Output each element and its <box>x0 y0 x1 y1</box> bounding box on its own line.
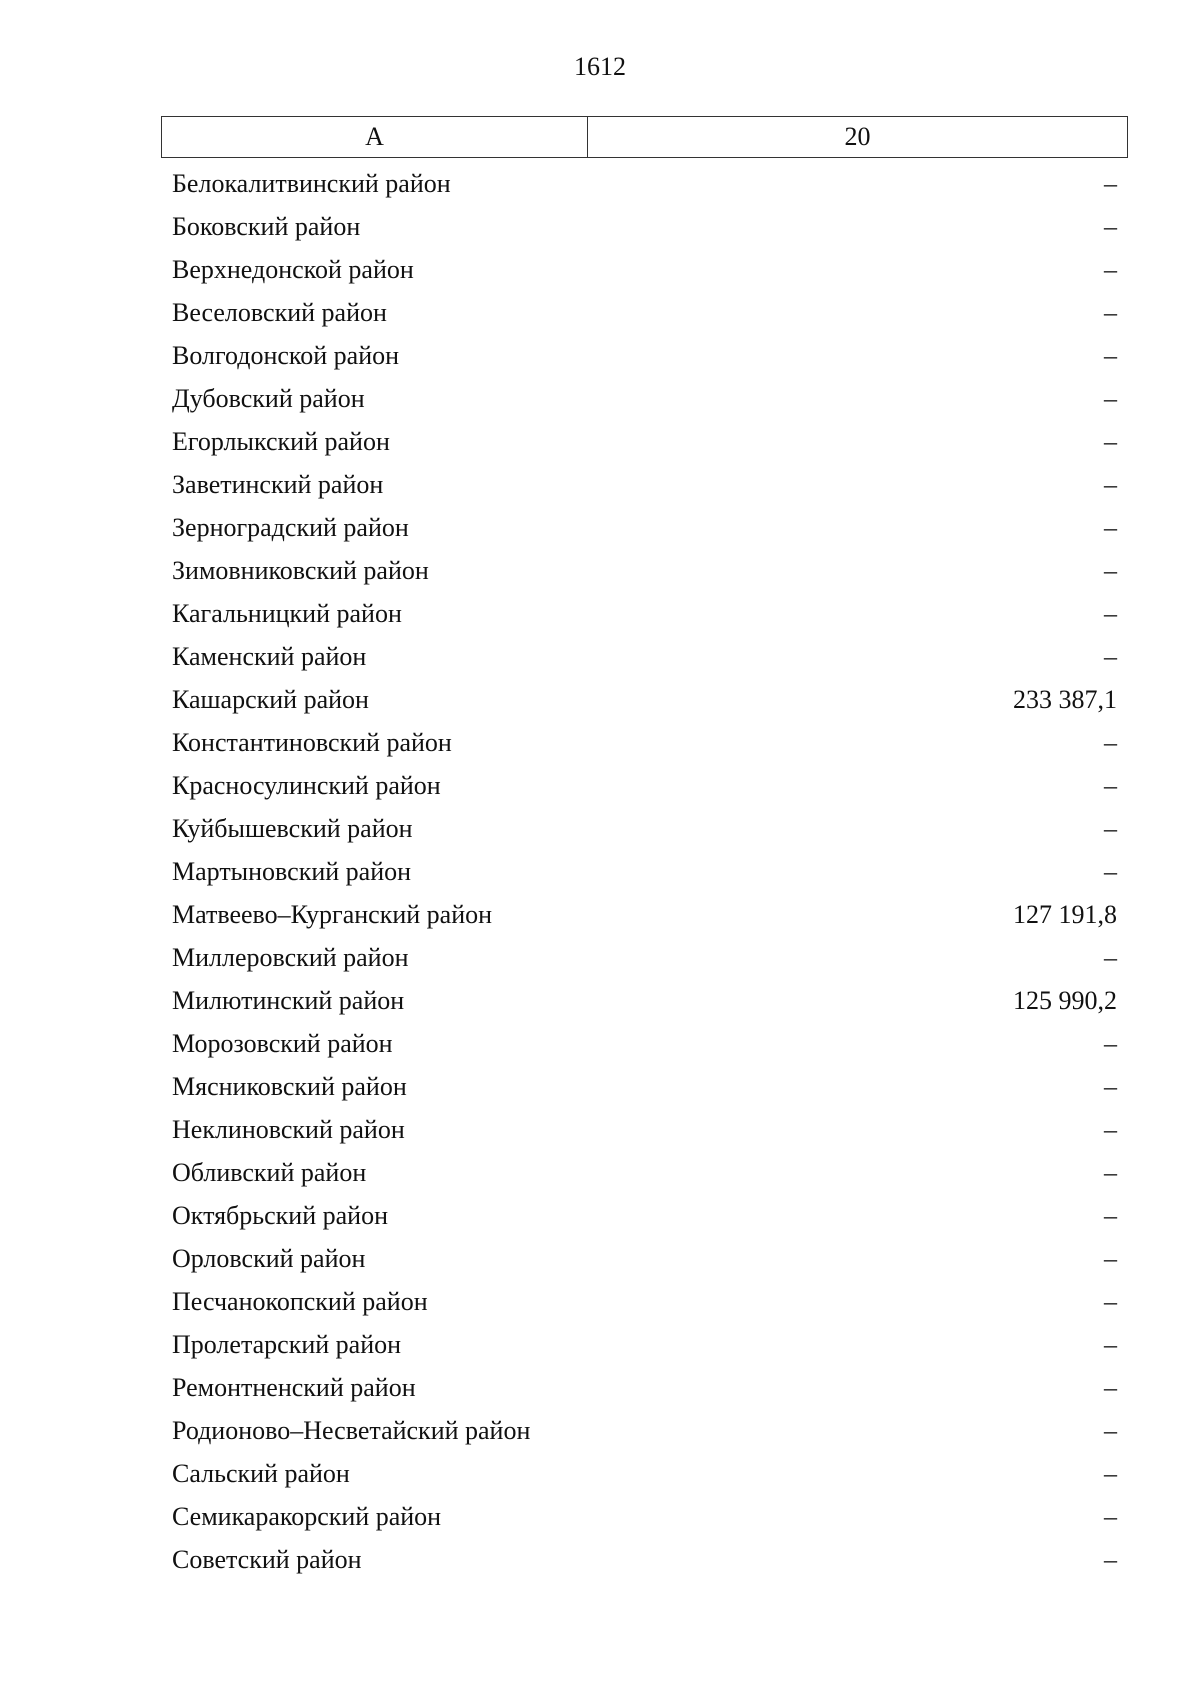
table-row <box>161 850 1128 893</box>
table-row <box>161 1495 1128 1538</box>
header-cell-a: А <box>162 117 588 157</box>
district-name: Орловский район <box>172 1243 366 1273</box>
district-value: – <box>1104 340 1117 370</box>
district-name: Ремонтненский район <box>172 1372 416 1402</box>
table-row <box>161 1237 1128 1280</box>
district-value: – <box>1104 1243 1117 1273</box>
district-name: Песчанокопский район <box>172 1286 428 1316</box>
district-value: – <box>1104 469 1117 499</box>
district-value: – <box>1104 1028 1117 1058</box>
table-row <box>161 1366 1128 1409</box>
table-row <box>161 334 1128 377</box>
district-value: – <box>1104 1458 1117 1488</box>
table-row <box>161 1538 1128 1581</box>
table-row <box>161 463 1128 506</box>
district-value: – <box>1104 426 1117 456</box>
district-name: Неклиновский район <box>172 1114 405 1144</box>
district-name: Морозовский район <box>172 1028 393 1058</box>
district-name: Обливский район <box>172 1157 367 1187</box>
table-row <box>161 377 1128 420</box>
district-name: Зимовниковский район <box>172 555 429 585</box>
district-value: – <box>1104 641 1117 671</box>
table-row <box>161 1409 1128 1452</box>
district-value: – <box>1104 512 1117 542</box>
table-row <box>161 893 1128 936</box>
district-name: Мартыновский район <box>172 856 412 886</box>
district-value: 233 387,1 <box>1013 684 1117 714</box>
district-name: Красносулинский район <box>172 770 441 800</box>
district-value: – <box>1104 1286 1117 1316</box>
table-row <box>161 248 1128 291</box>
district-name: Матвеево–Курганский район <box>172 899 493 929</box>
district-value: – <box>1104 297 1117 327</box>
district-value: – <box>1104 770 1117 800</box>
table-row <box>161 420 1128 463</box>
district-name: Белокалитвинский район <box>172 168 451 198</box>
district-value: – <box>1104 1501 1117 1531</box>
table-row <box>161 162 1128 205</box>
district-value: – <box>1104 727 1117 757</box>
district-name: Боковский район <box>172 211 361 241</box>
table-row <box>161 1065 1128 1108</box>
district-name: Милютинский район <box>172 985 405 1015</box>
table-row <box>161 678 1128 721</box>
district-value: – <box>1104 555 1117 585</box>
district-name: Волгодонской район <box>172 340 400 370</box>
district-name: Семикаракорский район <box>172 1501 442 1531</box>
district-value: – <box>1104 254 1117 284</box>
table-row <box>161 1280 1128 1323</box>
district-value: – <box>1104 942 1117 972</box>
district-value: – <box>1104 168 1117 198</box>
district-name: Каменский район <box>172 641 367 671</box>
district-name: Константиновский район <box>172 727 452 757</box>
district-value: – <box>1104 598 1117 628</box>
district-value: – <box>1104 1200 1117 1230</box>
district-name: Куйбышевский район <box>172 813 413 843</box>
district-value: – <box>1104 813 1117 843</box>
district-value: – <box>1104 1415 1117 1445</box>
table-row <box>161 1194 1128 1237</box>
table-header-row <box>161 116 1128 158</box>
district-value: – <box>1104 211 1117 241</box>
district-value: – <box>1104 1372 1117 1402</box>
district-name: Егорлыкский район <box>172 426 390 456</box>
district-name: Мясниковский район <box>172 1071 407 1101</box>
header-cell-20: 20 <box>844 122 871 151</box>
district-name: Дубовский район <box>172 383 365 413</box>
district-name: Сальский район <box>172 1458 350 1488</box>
district-name: Советский район <box>172 1544 362 1574</box>
district-value: – <box>1104 383 1117 413</box>
table-row <box>161 635 1128 678</box>
district-value: – <box>1104 1544 1117 1574</box>
table-row <box>161 506 1128 549</box>
table-row <box>161 1022 1128 1065</box>
district-name: Родионово–Несветайский район <box>172 1415 531 1445</box>
district-value: 127 191,8 <box>1013 899 1117 929</box>
district-value: – <box>1104 1071 1117 1101</box>
district-name: Веселовский район <box>172 297 387 327</box>
table-row <box>161 1323 1128 1366</box>
district-name: Заветинский район <box>172 469 384 499</box>
table-row <box>161 549 1128 592</box>
table-row <box>161 291 1128 334</box>
table-body <box>161 162 1128 1581</box>
district-name: Миллеровский район <box>172 942 409 972</box>
district-name: Зерноградский район <box>172 512 409 542</box>
page-number: 1612 <box>574 52 626 81</box>
district-name: Верхнедонской район <box>172 254 414 284</box>
district-name: Октябрьский район <box>172 1200 388 1230</box>
data-table <box>161 116 1128 1581</box>
table-row <box>161 936 1128 979</box>
district-value: – <box>1104 1329 1117 1359</box>
district-name: Кашарский район <box>172 684 369 714</box>
district-name: Пролетарский район <box>172 1329 402 1359</box>
district-value: – <box>1104 1157 1117 1187</box>
table-row <box>161 764 1128 807</box>
table-row <box>161 1151 1128 1194</box>
table-row <box>161 205 1128 248</box>
district-value: 125 990,2 <box>1013 985 1117 1015</box>
district-value: – <box>1104 1114 1117 1144</box>
table-row <box>161 1452 1128 1495</box>
district-value: – <box>1104 856 1117 886</box>
district-name: Кагальницкий район <box>172 598 402 628</box>
table-row <box>161 807 1128 850</box>
table-row <box>161 1108 1128 1151</box>
table-row <box>161 979 1128 1022</box>
table-row <box>161 592 1128 635</box>
table-row <box>161 721 1128 764</box>
